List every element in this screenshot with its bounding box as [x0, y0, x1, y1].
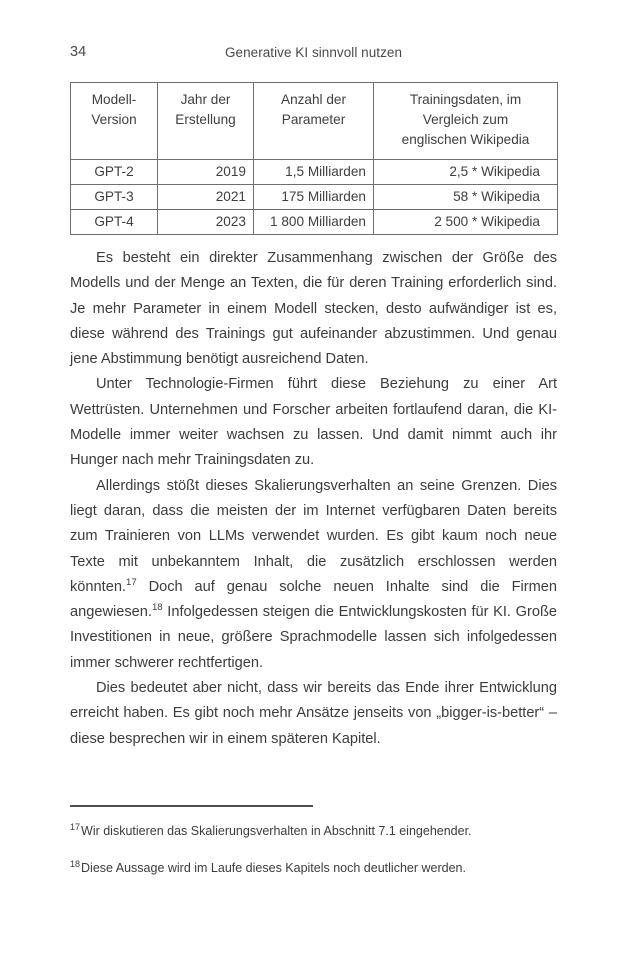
footnote-text: Diese Aussage wird im Laufe dieses Kapitels noch deutlicher werden. — [81, 861, 466, 875]
table-row — [71, 159, 558, 184]
cell-year: 2019 — [158, 159, 254, 184]
cell-model: GPT-2 — [71, 159, 158, 184]
training-data-value: 2,5 — [449, 163, 469, 179]
cell-training-data — [374, 209, 558, 234]
header-line: Anzahl der — [281, 92, 346, 107]
training-data-unit: * Wikipedia — [472, 163, 540, 179]
header-line: Modell- — [91, 92, 137, 107]
footnote-marker: 17 — [70, 821, 81, 832]
gpt-model-comparison-table — [70, 82, 558, 235]
footnote-separator-rule — [70, 805, 313, 807]
running-title: Generative KI sinnvoll nutzen — [224, 45, 403, 60]
paragraph-4: Dies bedeutet aber nicht, dass wir bereits das Ende ihrer Entwicklung erreicht haben. Es gibt noch mehr Ansätze jenseits von „bigger-is-better“ – diese besprechen wir in einem späteren Kapitel. — [70, 680, 557, 747]
column-header-year — [158, 83, 254, 160]
footnote-marker: 18 — [70, 858, 81, 869]
header-line: Vergleich zum — [422, 111, 509, 127]
training-data-value: 2 500 — [434, 213, 469, 229]
body-text — [70, 246, 557, 752]
column-header-parameters — [254, 83, 374, 160]
header-line: Erstellung — [175, 111, 236, 127]
cell-parameters: 1,5 Milliarden — [254, 159, 374, 184]
footnote-18 — [70, 858, 557, 878]
header-line: Version — [91, 111, 137, 127]
training-data-unit: * Wikipedia — [472, 188, 540, 204]
cell-model: GPT-4 — [71, 209, 158, 234]
cell-training-data — [374, 159, 558, 184]
footnote-ref-18[interactable]: 18 — [151, 602, 163, 614]
header-line: Parameter — [281, 111, 346, 127]
paragraph-3-part-b: Doch auf genau solche neuen Inhalte sind die Firmen angewiesen. — [70, 578, 557, 621]
footnote-ref-17[interactable]: 17 — [126, 577, 137, 588]
header-line: Trainingsdaten, im — [409, 92, 522, 107]
paragraph-3-part-a: Allerdings stößt dieses Skalierungsverhalten an seine Grenzen. Dies liegt daran, dass die meisten der im Internet verfügbaren Daten bereits zum Trainieren von LLMs verwendet wurden. Es gibt kaum noch neue Texte mit unbekanntem Inhalt, die zusätzlich erschlossen werden könnten. — [70, 477, 557, 595]
cell-year: 2021 — [158, 184, 254, 209]
header-line: Jahr der — [180, 92, 231, 107]
column-header-model-version — [71, 83, 158, 160]
training-data-value: 58 — [453, 188, 469, 204]
cell-parameters: 175 Milliarden — [254, 184, 374, 209]
footnote-17 — [70, 821, 557, 841]
paragraph-3-part-c: Infolgedessen steigen die Entwicklungskosten für KI. Große Investitionen in neue, größere Sprachmodelle lassen sich infolgedessen immer schwerer rechtfertigen. — [70, 604, 557, 671]
table-row — [71, 184, 558, 209]
column-header-training-data — [374, 83, 558, 160]
cell-year: 2023 — [158, 209, 254, 234]
table-header — [71, 83, 558, 160]
page-number: 34 — [70, 44, 87, 60]
paragraph-3 — [70, 474, 557, 676]
table-row — [71, 209, 558, 234]
cell-parameters: 1 800 Milliarden — [254, 209, 374, 234]
table-body — [71, 159, 558, 234]
header-line: englischen Wikipedia — [401, 131, 530, 147]
footnote-area — [70, 805, 557, 878]
cell-training-data — [374, 184, 558, 209]
training-data-unit: * Wikipedia — [472, 213, 540, 229]
table-header-row — [71, 83, 558, 160]
cell-model: GPT-3 — [71, 184, 158, 209]
paragraph-2: Unter Technologie-Firmen führt diese Beziehung zu einer Art Wettrüsten. Unternehmen und Forscher arbeiten fortlaufend daran, die KI-Modelle immer weiter wachsen zu lassen. Und damit nimmt auch ihr Hunger nach mehr Trainingsdaten zu. — [70, 376, 557, 469]
footnote-text: Wir diskutieren das Skalierungsverhalten in Abschnitt 7.1 eingehender. — [81, 824, 472, 838]
paragraph-1: Es besteht ein direkter Zusammenhang zwischen der Größe des Modells und der Menge an Texten, die für deren Training erforderlich sind. Je mehr Parameter in einem Modell stecken, desto aufwändiger ist es, diese während des Trainings gut aufeinander abzustimmen. Und genau jene Abstimmung benötigt ausreichend Daten. — [70, 250, 557, 368]
running-head — [70, 44, 557, 66]
